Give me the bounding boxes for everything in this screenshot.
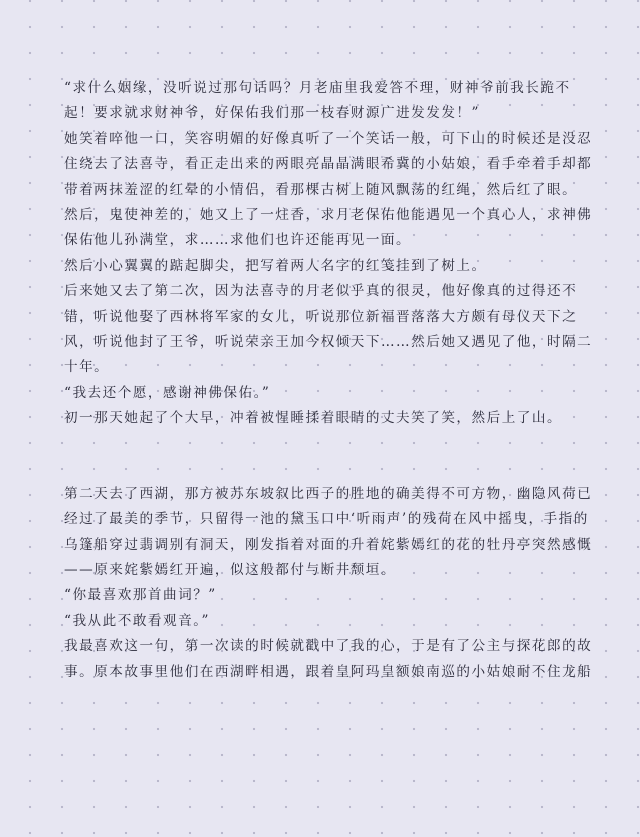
paragraph-2: 她笑着啐他一口，笑容明媚的好像真听了一个笑话一般，可下山的时候还是没忍住绕去了法喜寺，看正走出来的两眼亮晶晶满眼希冀的小姑娘，看手牵着手却都带着两抹羞涩的红晕的小情侣，看那棵古树上随风飘荡的红绳，然后红了眼。 (64, 130, 593, 198)
paragraph-1: “求什么姻缘，没听说过那句话吗？月老庙里我爱答不理，财神爷前我长跪不起！要求就求财神爷，好保佑我们那一枝春财源广进发发发！” (64, 80, 571, 122)
paragraph-11: 我最喜欢这一句，第一次读的时候就戳中了我的心，于是有了公主与探花郎的故事。原本故事里他们在西湖畔相遇，跟着皇阿玛皇额娘南巡的小姑娘耐不住龙船 (64, 638, 593, 680)
paragraph-10: “我从此不敢看观音。” (64, 612, 210, 629)
paragraph-5: 后来她又去了第二次，因为法喜寺的月老似乎真的很灵，他好像真的过得还不错，听说他娶了西林将军家的女儿，听说那位新福晋落落大方颇有母仪天下之风，听说他封了王爷，听说荣亲王加今权倾天下……然后她又遇见了他，时隔二十年。 (64, 283, 593, 376)
section-gap (64, 432, 596, 482)
paragraph-8: 第二天去了西湖，那方被苏东坡叙比西子的胜地的确美得不可方物，幽隐风荷已经过了最美的季节，只留得一池的黛玉口中‘听雨声’的残荷在风中摇曳，手指的乌篷船穿过翡调别有洞天，刚发指着对面的升着姹紫嫣红的花的牡丹亭突然感慨——原来姹紫嫣红开遍，似这般都付与断井颓垣。 (64, 485, 593, 578)
paragraph-9: “你最喜欢那首曲词？” (64, 587, 217, 604)
paragraph-6: “我去还个愿，感谢神佛保佑。” (64, 384, 271, 401)
paragraph-3: 然后，鬼使神差的，她又上了一炷香，求月老保佑他能遇见一个真心人，求神佛保佑他儿孙满堂，求……求他们也许还能再见一面。 (64, 207, 593, 249)
paragraph-7: 初一那天她起了个大早，冲着被惺睡揉着眼睛的丈夫笑了笑，然后上了山。 (64, 410, 563, 427)
paragraph-4: 然后小心翼翼的踮起脚尖，把写着两人名字的红笺挂到了树上。 (64, 257, 487, 274)
